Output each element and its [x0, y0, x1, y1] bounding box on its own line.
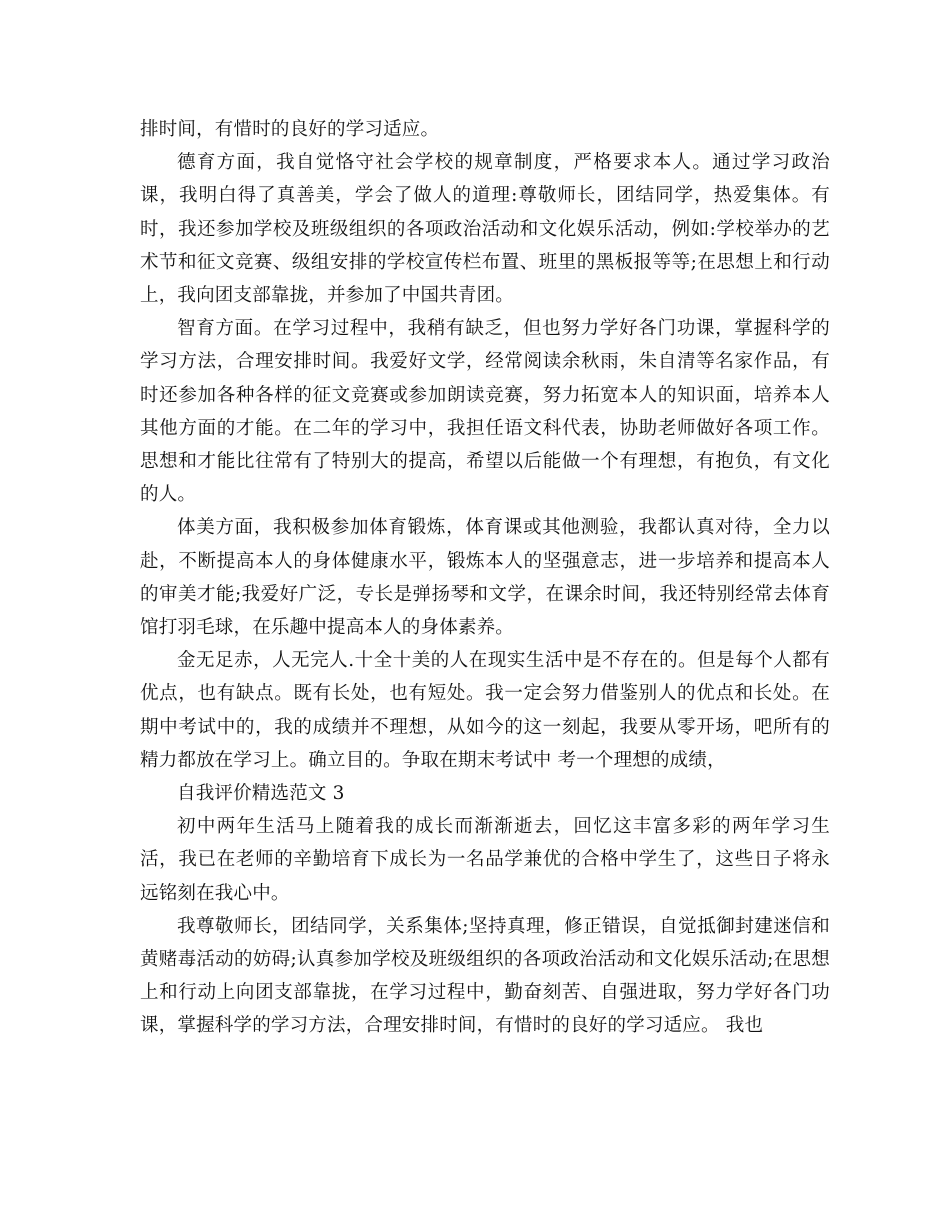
document-body	[140, 113, 830, 1043]
paragraph-self-improvement: 金无足赤，人无完人.十全十美的人在现实生活中是不存在的。但是每个人都有优点，也有缺点。既有长处，也有短处。我一定会努力借鉴别人的优点和长处。在期中考试中的，我的成绩并不理想，从如今的这一刻起，我要从零开场，吧所有的精力都放在学习上。确立目的。争取在期末考试中 考一个理想的成绩，	[140, 650, 830, 771]
paragraph-continuation: 排时间，有惜时的良好的学习适应。	[140, 119, 440, 140]
section-heading: 自我评价精选范文 3	[177, 783, 345, 805]
paragraph-physical-aesthetic: 体美方面，我积极参加体育锻炼，体育课或其他测验，我都认真对待，全力以赴，不断提高本人的身体健康水平，锻炼本人的坚强意志，进一步培养和提高本人的审美才能;我爱好广泛，专长是弹扬琴和文学，在课余时间，我还特别经常去体育馆打羽毛球，在乐趣中提高本人的身体素养。	[140, 517, 830, 639]
paragraph-intro-two-years: 初中两年生活马上随着我的成长而渐渐逝去，回忆这丰富多彩的两年学习生活，我已在老师的辛勤培育下成长为一名品学兼优的合格中学生了，这些日子将永远铭刻在我心中。	[140, 816, 830, 904]
paragraph-respect-teachers: 我尊敬师长，团结同学，关系集体;坚持真理，修正错误，自觉抵御封建迷信和黄赌毒活动的妨碍;认真参加学校及班级组织的各项政治活动和文化娱乐活动;在思想上和行动上向团支部靠拢，在学习过程中，勤奋刻苦、自强进取，努力学好各门功课，掌握科学的学习方法，合理安排时间，有惜时的良好的学习适应。 我也	[140, 915, 830, 1037]
paragraph-intellectual-education: 智育方面。在学习过程中，我稍有缺乏，但也努力学好各门功课，掌握科学的学习方法，合理安排时间。我爱好文学，经常阅读余秋雨，朱自清等名家作品，有时还参加各种各样的征文竞赛或参加朗读竞赛，努力拓宽本人的知识面，培养本人其他方面的才能。在二年的学习中，我担任语文科代表，协助老师做好各项工作。思想和才能比往常有了特别大的提高，希望以后能做一个有理想，有抱负，有文化的人。	[140, 318, 830, 506]
paragraph-moral-education: 德育方面，我自觉恪守社会学校的规章制度，严格要求本人。通过学习政治课，我明白得了真善美，学会了做人的道理:尊敬师长，团结同学，热爱集体。有时，我还参加学校及班级组织的各项政治活动和文化娱乐活动，例如:学校举办的艺术节和征文竞赛、级组安排的学校宣传栏布置、班里的黑板报等等;在思想上和行动上，我向团支部靠拢，并参加了中国共青团。	[140, 152, 830, 307]
